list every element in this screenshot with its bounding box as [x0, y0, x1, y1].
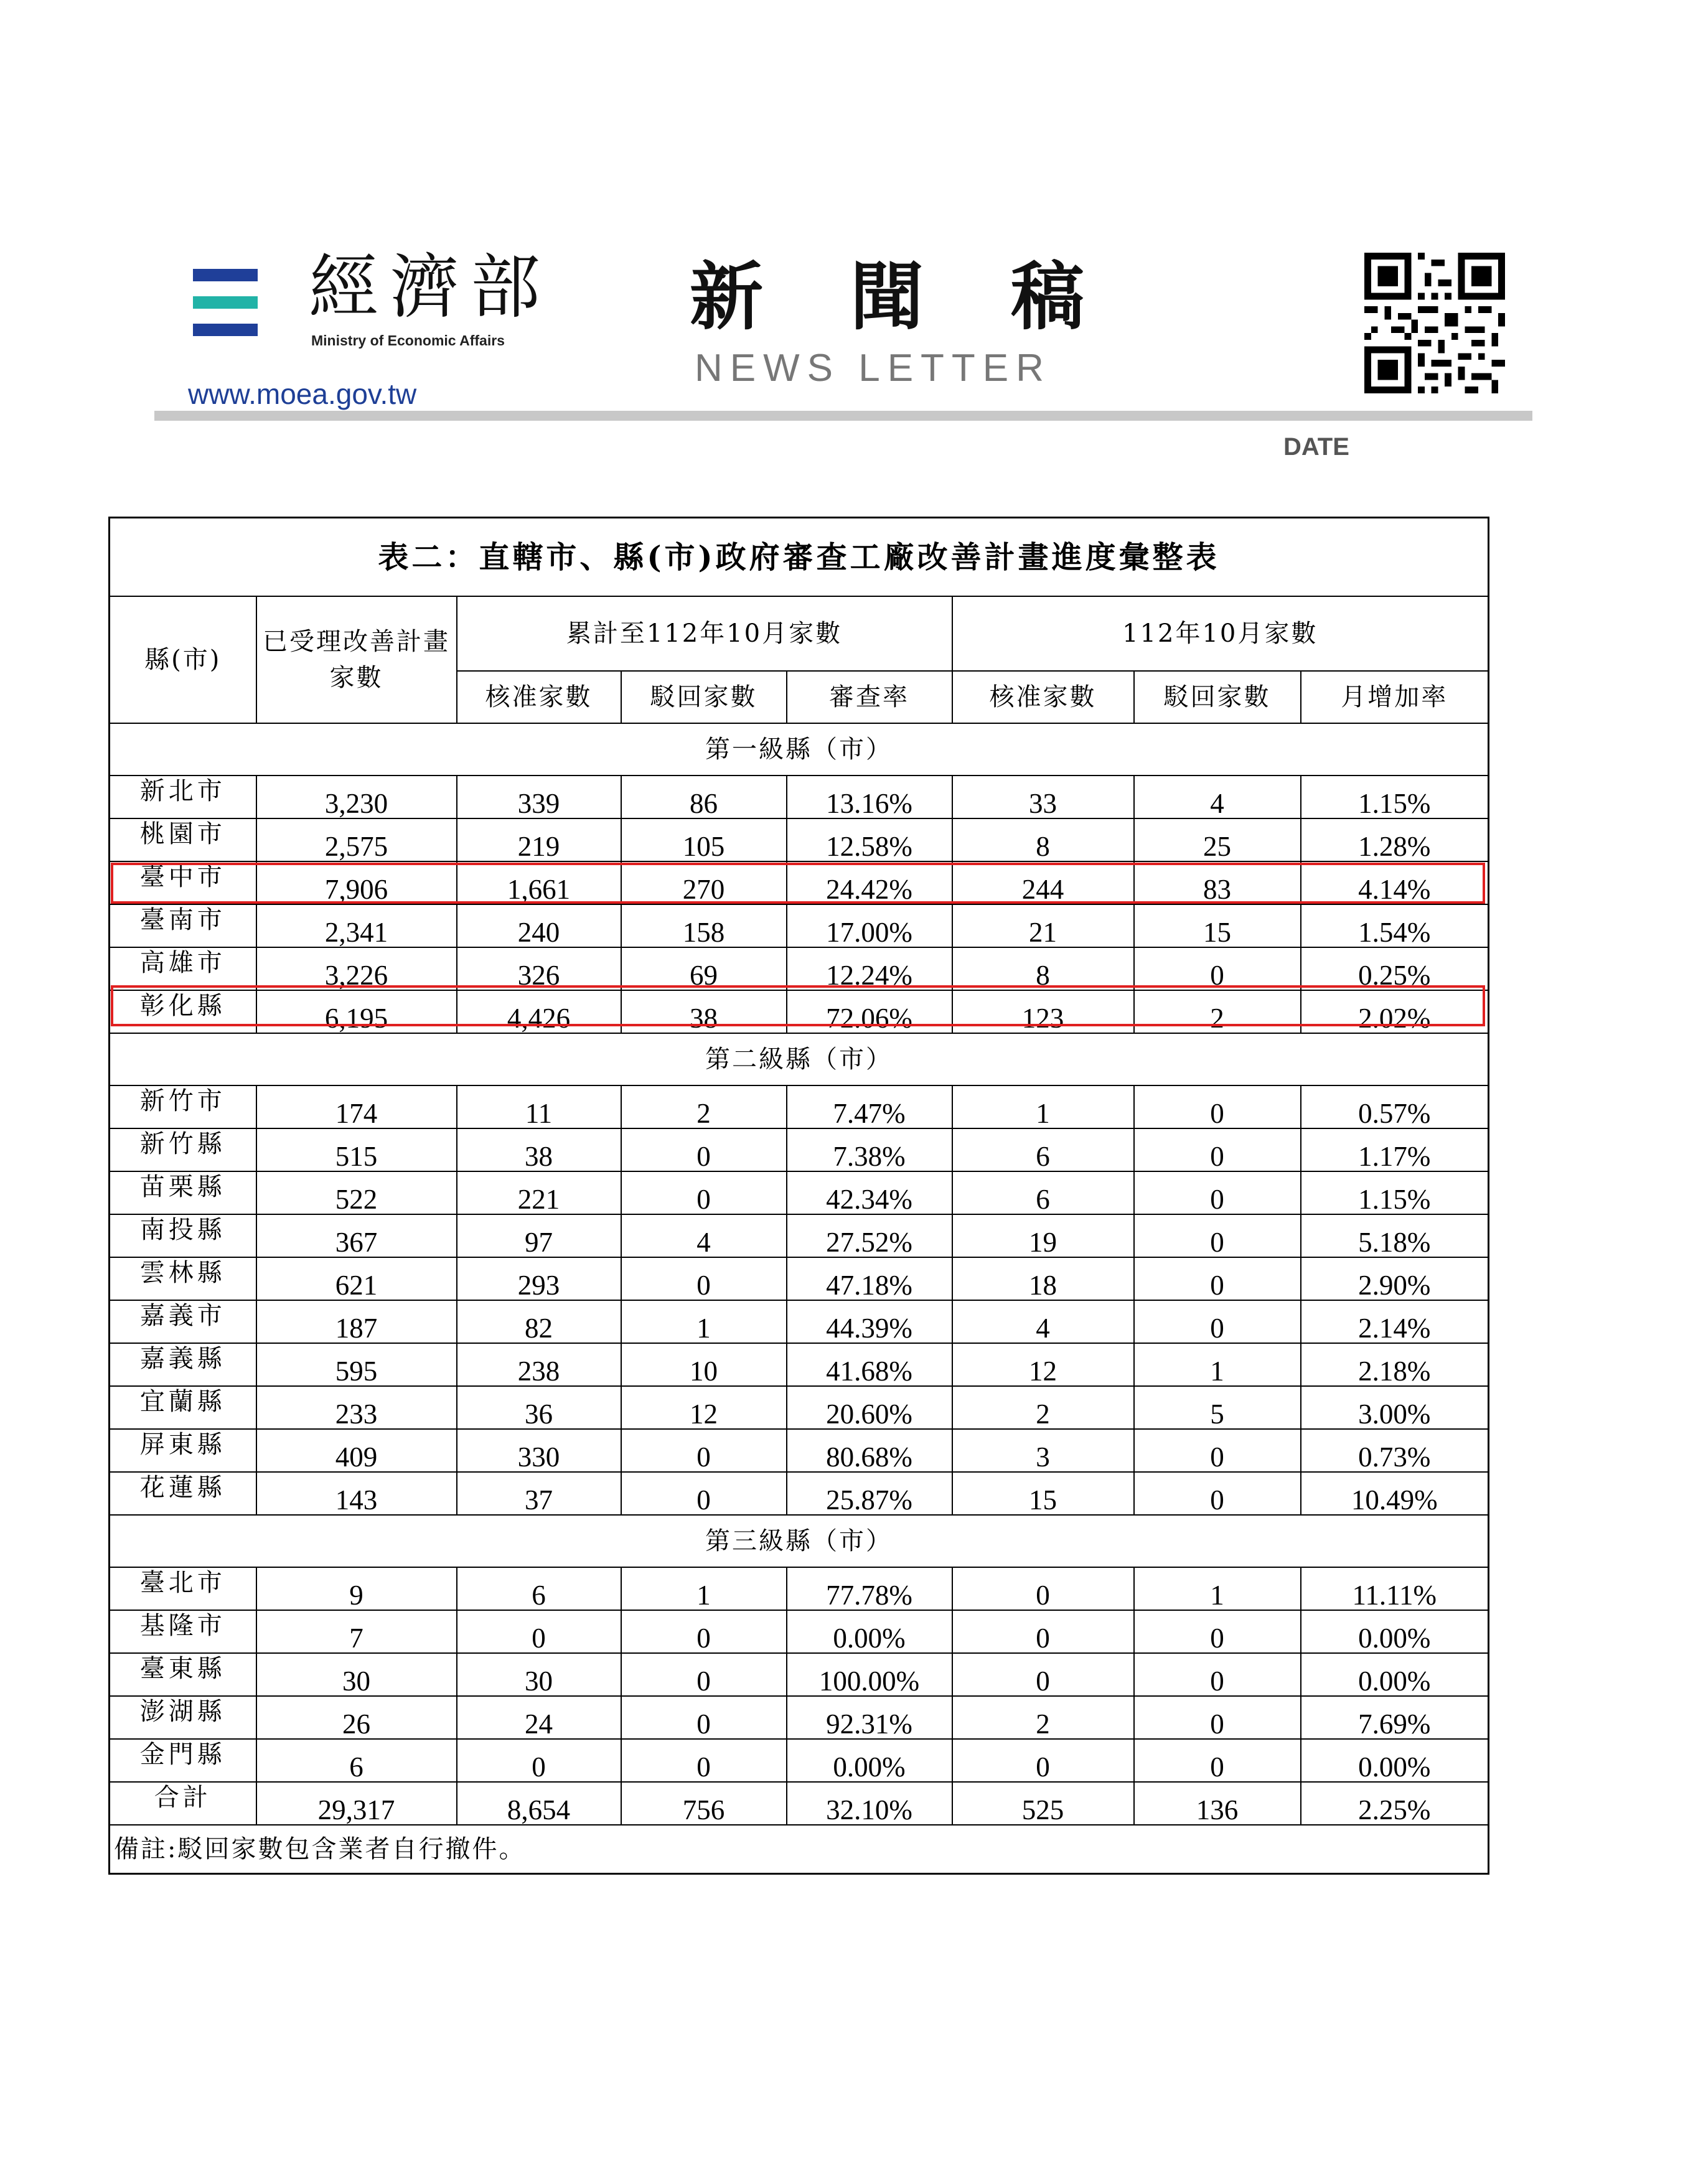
cell-rejected: 158 — [621, 904, 787, 947]
newsletter-title-en: NEWS LETTER — [695, 347, 1051, 390]
cell-month-increase: 1.15% — [1301, 776, 1489, 818]
section-label: 第一級縣（市） — [110, 723, 1489, 776]
cell-approved: 11 — [457, 1085, 621, 1128]
cell-approved: 293 — [457, 1257, 621, 1300]
cell-county: 嘉義市 — [110, 1300, 256, 1343]
cell-county: 新竹縣 — [110, 1128, 256, 1171]
cell-month-approved: 4 — [952, 1300, 1134, 1343]
table-title: 表二：直轄市、縣(市)政府審查工廠改善計畫進度彙整表 — [110, 518, 1489, 597]
table-row — [110, 990, 1489, 1033]
cell-rejected: 38 — [621, 990, 787, 1033]
cell-rejected: 0 — [621, 1171, 787, 1214]
cell-received: 26 — [256, 1696, 457, 1739]
cell-received: 621 — [256, 1257, 457, 1300]
cell-received: 595 — [256, 1343, 457, 1386]
moea-logo-icon — [193, 269, 258, 336]
cell-approved: 221 — [457, 1171, 621, 1214]
cell-month-approved: 0 — [952, 1567, 1134, 1610]
cell-county: 宜蘭縣 — [110, 1386, 256, 1429]
cell-received: 9 — [256, 1567, 457, 1610]
cell-county: 屏東縣 — [110, 1429, 256, 1472]
table-row — [110, 861, 1489, 904]
cell-received: 367 — [256, 1214, 457, 1257]
cell-approved: 38 — [457, 1128, 621, 1171]
cell-month-approved: 8 — [952, 818, 1134, 861]
table-row — [110, 1782, 1489, 1825]
newsletter-title-cn: 新聞稿 — [690, 254, 1172, 340]
cell-review-rate: 12.58% — [787, 818, 952, 861]
cell-month-approved: 12 — [952, 1343, 1134, 1386]
cell-approved: 0 — [457, 1739, 621, 1782]
cell-month-rejected: 0 — [1134, 1257, 1301, 1300]
table-row — [110, 776, 1489, 818]
cell-month-increase: 3.00% — [1301, 1386, 1489, 1429]
cell-month-rejected: 0 — [1134, 1300, 1301, 1343]
section-label: 第二級縣（市） — [110, 1033, 1489, 1085]
date-label: DATE — [1283, 433, 1349, 461]
cell-month-increase: 0.25% — [1301, 947, 1489, 990]
cell-month-rejected: 0 — [1134, 1171, 1301, 1214]
table-row — [110, 1171, 1489, 1214]
cell-review-rate: 27.52% — [787, 1214, 952, 1257]
cell-month-rejected: 0 — [1134, 1429, 1301, 1472]
table-row — [110, 1257, 1489, 1300]
cell-month-rejected: 83 — [1134, 861, 1301, 904]
cell-county: 高雄市 — [110, 947, 256, 990]
cell-received: 409 — [256, 1429, 457, 1472]
cell-rejected: 12 — [621, 1386, 787, 1429]
cell-review-rate: 41.68% — [787, 1343, 952, 1386]
table-row — [110, 1610, 1489, 1653]
cell-review-rate: 92.31% — [787, 1696, 952, 1739]
cell-month-approved: 19 — [952, 1214, 1134, 1257]
header-rejected: 駁回家數 — [621, 671, 787, 723]
table-row — [110, 1128, 1489, 1171]
cell-month-approved: 2 — [952, 1696, 1134, 1739]
table-row — [110, 1085, 1489, 1128]
cell-received: 2,341 — [256, 904, 457, 947]
cell-month-increase: 4.14% — [1301, 861, 1489, 904]
cell-rejected: 0 — [621, 1739, 787, 1782]
cell-received: 233 — [256, 1386, 457, 1429]
logo-bar-top — [193, 269, 258, 281]
cell-county: 苗栗縣 — [110, 1171, 256, 1214]
cell-review-rate: 80.68% — [787, 1429, 952, 1472]
cell-approved: 4,426 — [457, 990, 621, 1033]
cell-rejected: 270 — [621, 861, 787, 904]
cell-month-increase: 11.11% — [1301, 1567, 1489, 1610]
cell-month-approved: 6 — [952, 1171, 1134, 1214]
table-row — [110, 1343, 1489, 1386]
cell-county: 澎湖縣 — [110, 1696, 256, 1739]
header-month-increase: 月增加率 — [1301, 671, 1489, 723]
cell-rejected: 756 — [621, 1782, 787, 1825]
section-header-row — [110, 1515, 1489, 1567]
cell-month-rejected: 0 — [1134, 1696, 1301, 1739]
logo-bar-bottom — [193, 324, 258, 336]
cell-approved: 238 — [457, 1343, 621, 1386]
cell-month-increase: 0.73% — [1301, 1429, 1489, 1472]
cell-review-rate: 0.00% — [787, 1739, 952, 1782]
cell-rejected: 0 — [621, 1653, 787, 1696]
cell-month-rejected: 2 — [1134, 990, 1301, 1033]
org-name-cn: 經濟部 — [309, 247, 551, 328]
cell-county: 臺中市 — [110, 861, 256, 904]
cell-county: 臺南市 — [110, 904, 256, 947]
cell-month-increase: 2.90% — [1301, 1257, 1489, 1300]
cell-approved: 24 — [457, 1696, 621, 1739]
table-row — [110, 1472, 1489, 1515]
cell-received: 522 — [256, 1171, 457, 1214]
cell-received: 143 — [256, 1472, 457, 1515]
cell-month-increase: 0.00% — [1301, 1739, 1489, 1782]
cell-rejected: 0 — [621, 1610, 787, 1653]
cell-review-rate: 24.42% — [787, 861, 952, 904]
cell-month-rejected: 0 — [1134, 1472, 1301, 1515]
cell-review-rate: 25.87% — [787, 1472, 952, 1515]
cell-month-rejected: 0 — [1134, 947, 1301, 990]
org-name-en: Ministry of Economic Affairs — [311, 332, 505, 349]
cell-rejected: 2 — [621, 1085, 787, 1128]
cell-month-increase: 10.49% — [1301, 1472, 1489, 1515]
qr-code-icon[interactable] — [1364, 253, 1505, 393]
cell-approved: 339 — [457, 776, 621, 818]
table-row — [110, 1696, 1489, 1739]
cell-approved: 1,661 — [457, 861, 621, 904]
cell-rejected: 4 — [621, 1214, 787, 1257]
cell-month-approved: 8 — [952, 947, 1134, 990]
cell-review-rate: 44.39% — [787, 1300, 952, 1343]
cell-county: 南投縣 — [110, 1214, 256, 1257]
table-row — [110, 1653, 1489, 1696]
cell-month-approved: 2 — [952, 1386, 1134, 1429]
section-header-row — [110, 723, 1489, 776]
cell-review-rate: 7.38% — [787, 1128, 952, 1171]
table-row — [110, 904, 1489, 947]
cell-month-increase: 2.14% — [1301, 1300, 1489, 1343]
header-month-rejected: 駁回家數 — [1134, 671, 1301, 723]
cell-month-rejected: 25 — [1134, 818, 1301, 861]
cell-rejected: 69 — [621, 947, 787, 990]
cell-month-rejected: 0 — [1134, 1128, 1301, 1171]
header-received: 已受理改善計畫家數 — [256, 596, 457, 723]
cell-month-increase: 2.25% — [1301, 1782, 1489, 1825]
cell-month-increase: 7.69% — [1301, 1696, 1489, 1739]
table-row — [110, 1214, 1489, 1257]
cell-approved: 219 — [457, 818, 621, 861]
cell-month-increase: 2.18% — [1301, 1343, 1489, 1386]
cell-approved: 97 — [457, 1214, 621, 1257]
header-divider — [154, 411, 1532, 421]
cell-rejected: 1 — [621, 1567, 787, 1610]
header-review-rate: 審查率 — [787, 671, 952, 723]
cell-month-increase: 1.15% — [1301, 1171, 1489, 1214]
cell-month-rejected: 15 — [1134, 904, 1301, 947]
cell-county: 嘉義縣 — [110, 1343, 256, 1386]
cell-county: 桃園市 — [110, 818, 256, 861]
cell-review-rate: 20.60% — [787, 1386, 952, 1429]
cell-review-rate: 7.47% — [787, 1085, 952, 1128]
cell-month-rejected: 136 — [1134, 1782, 1301, 1825]
cell-month-rejected: 0 — [1134, 1085, 1301, 1128]
header-county: 縣(市) — [110, 596, 256, 723]
cell-rejected: 0 — [621, 1696, 787, 1739]
table-row — [110, 1386, 1489, 1429]
table-note: 備註:駁回家數包含業者自行撤件。 — [110, 1825, 1489, 1874]
cell-approved: 30 — [457, 1653, 621, 1696]
cell-month-increase: 1.54% — [1301, 904, 1489, 947]
cell-month-increase: 0.00% — [1301, 1610, 1489, 1653]
cell-month-increase: 2.02% — [1301, 990, 1489, 1033]
table-row — [110, 1567, 1489, 1610]
cell-received: 187 — [256, 1300, 457, 1343]
cell-rejected: 0 — [621, 1429, 787, 1472]
cell-received: 3,230 — [256, 776, 457, 818]
cell-month-rejected: 1 — [1134, 1567, 1301, 1610]
cell-county: 雲林縣 — [110, 1257, 256, 1300]
header-month-approved: 核准家數 — [952, 671, 1134, 723]
cell-approved: 0 — [457, 1610, 621, 1653]
cell-month-approved: 15 — [952, 1472, 1134, 1515]
table-row — [110, 1739, 1489, 1782]
cell-review-rate: 12.24% — [787, 947, 952, 990]
cell-month-approved: 3 — [952, 1429, 1134, 1472]
cell-month-approved: 6 — [952, 1128, 1134, 1171]
cell-approved: 36 — [457, 1386, 621, 1429]
cell-month-approved: 0 — [952, 1610, 1134, 1653]
cell-approved: 8,654 — [457, 1782, 621, 1825]
cell-county: 金門縣 — [110, 1739, 256, 1782]
cell-approved: 330 — [457, 1429, 621, 1472]
cell-received: 2,575 — [256, 818, 457, 861]
header-month-group: 112年10月家數 — [952, 596, 1489, 671]
cell-month-approved: 21 — [952, 904, 1134, 947]
cell-received: 174 — [256, 1085, 457, 1128]
cell-rejected: 10 — [621, 1343, 787, 1386]
cell-month-approved: 33 — [952, 776, 1134, 818]
cell-review-rate: 13.16% — [787, 776, 952, 818]
cell-month-increase: 0.57% — [1301, 1085, 1489, 1128]
cell-approved: 82 — [457, 1300, 621, 1343]
cell-received: 7,906 — [256, 861, 457, 904]
cell-approved: 37 — [457, 1472, 621, 1515]
cell-review-rate: 72.06% — [787, 990, 952, 1033]
cell-month-approved: 0 — [952, 1653, 1134, 1696]
cell-county: 基隆市 — [110, 1610, 256, 1653]
cell-review-rate: 47.18% — [787, 1257, 952, 1300]
section-label: 第三級縣（市） — [110, 1515, 1489, 1567]
cell-received: 7 — [256, 1610, 457, 1653]
table-row — [110, 1429, 1489, 1472]
cell-rejected: 86 — [621, 776, 787, 818]
site-url-link[interactable]: www.moea.gov.tw — [188, 378, 417, 410]
cell-month-increase: 5.18% — [1301, 1214, 1489, 1257]
cell-review-rate: 42.34% — [787, 1171, 952, 1214]
header-approved: 核准家數 — [457, 671, 621, 723]
cell-month-rejected: 1 — [1134, 1343, 1301, 1386]
header-cumulative-group: 累計至112年10月家數 — [457, 596, 952, 671]
table-row — [110, 1300, 1489, 1343]
cell-approved: 326 — [457, 947, 621, 990]
section-header-row — [110, 1033, 1489, 1085]
cell-month-approved: 123 — [952, 990, 1134, 1033]
cell-month-rejected: 5 — [1134, 1386, 1301, 1429]
logo-bar-middle — [193, 296, 258, 309]
cell-received: 6 — [256, 1739, 457, 1782]
cell-received: 29,317 — [256, 1782, 457, 1825]
cell-month-rejected: 0 — [1134, 1214, 1301, 1257]
cell-county: 新北市 — [110, 776, 256, 818]
cell-month-increase: 1.17% — [1301, 1128, 1489, 1171]
cell-rejected: 0 — [621, 1128, 787, 1171]
cell-month-increase: 0.00% — [1301, 1653, 1489, 1696]
table-row — [110, 947, 1489, 990]
cell-month-increase: 1.28% — [1301, 818, 1489, 861]
cell-month-rejected: 0 — [1134, 1739, 1301, 1782]
cell-month-approved: 1 — [952, 1085, 1134, 1128]
cell-review-rate: 77.78% — [787, 1567, 952, 1610]
table-row — [110, 818, 1489, 861]
cell-received: 6,195 — [256, 990, 457, 1033]
cell-month-approved: 244 — [952, 861, 1134, 904]
cell-month-approved: 0 — [952, 1739, 1134, 1782]
cell-month-approved: 525 — [952, 1782, 1134, 1825]
cell-month-rejected: 0 — [1134, 1653, 1301, 1696]
cell-rejected: 1 — [621, 1300, 787, 1343]
cell-received: 3,226 — [256, 947, 457, 990]
cell-county: 臺北市 — [110, 1567, 256, 1610]
cell-review-rate: 17.00% — [787, 904, 952, 947]
cell-rejected: 0 — [621, 1257, 787, 1300]
factory-improvement-progress-table — [108, 517, 1489, 1875]
cell-review-rate: 32.10% — [787, 1782, 952, 1825]
cell-rejected: 0 — [621, 1472, 787, 1515]
cell-rejected: 105 — [621, 818, 787, 861]
cell-approved: 6 — [457, 1567, 621, 1610]
note-row — [110, 1825, 1489, 1874]
cell-received: 515 — [256, 1128, 457, 1171]
cell-received: 30 — [256, 1653, 457, 1696]
cell-county: 彰化縣 — [110, 990, 256, 1033]
cell-month-approved: 18 — [952, 1257, 1134, 1300]
cell-month-rejected: 0 — [1134, 1610, 1301, 1653]
cell-month-rejected: 4 — [1134, 776, 1301, 818]
cell-county: 臺東縣 — [110, 1653, 256, 1696]
cell-review-rate: 100.00% — [787, 1653, 952, 1696]
cell-approved: 240 — [457, 904, 621, 947]
cell-county: 花蓮縣 — [110, 1472, 256, 1515]
cell-county: 新竹市 — [110, 1085, 256, 1128]
cell-review-rate: 0.00% — [787, 1610, 952, 1653]
cell-county: 合計 — [110, 1782, 256, 1825]
